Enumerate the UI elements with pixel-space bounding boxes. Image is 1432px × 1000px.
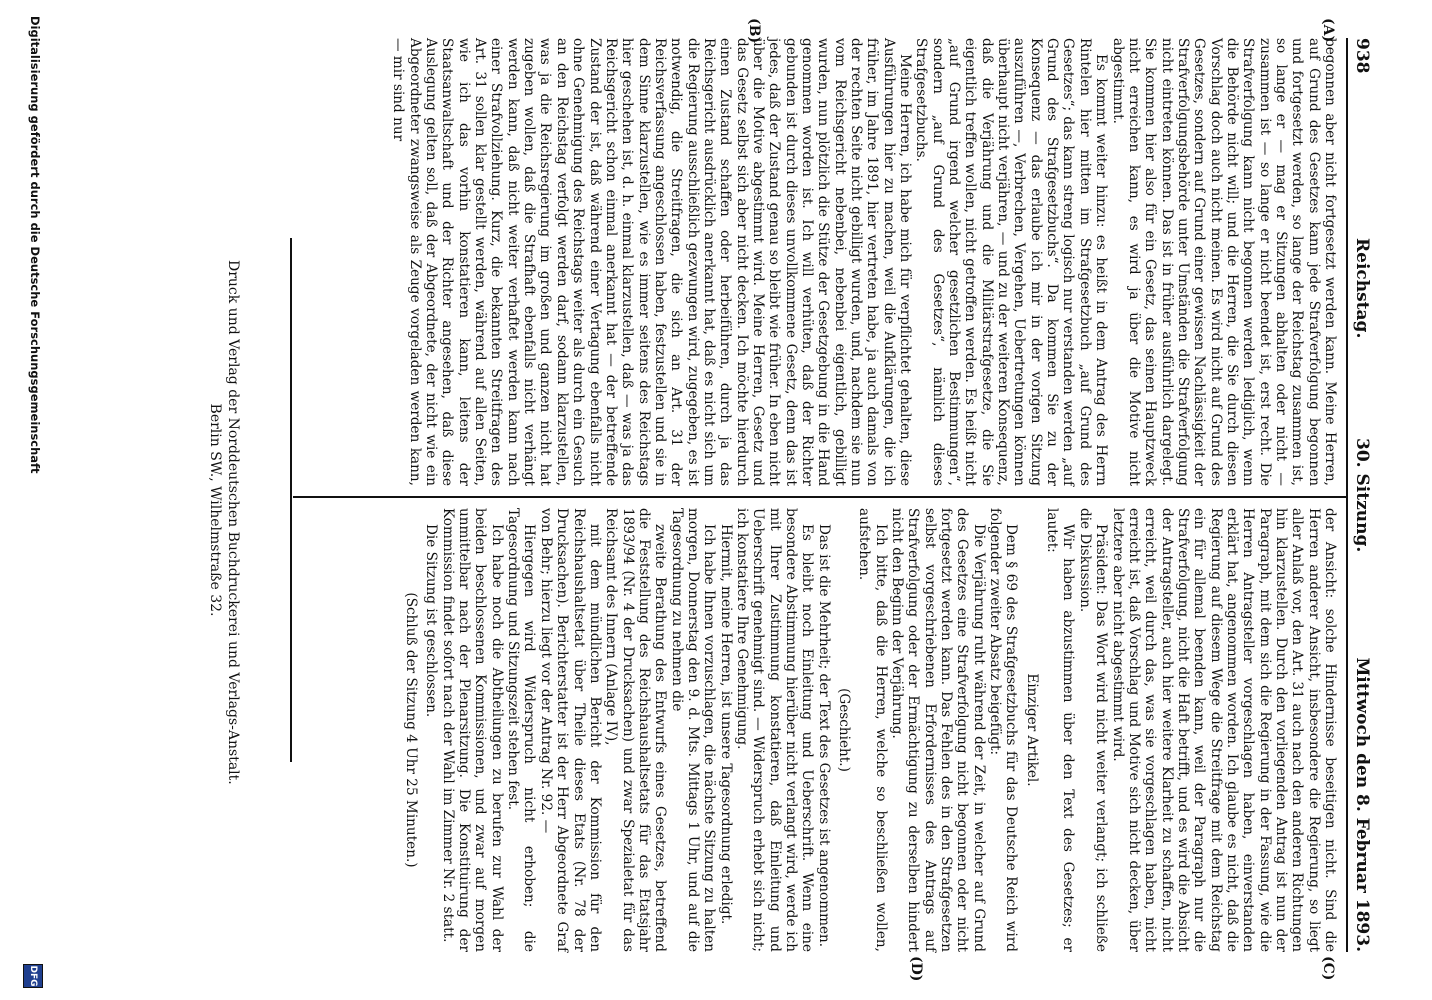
agenda-item: zweite Berathung des Entwurfs eines Gesetzes, betreffend die Feststellung des Reichshaushaltsetats für das Etatsjahr 1893/94 (Nr. 4 der Drucksachen) und zwar Spezialetat für das Reichsamt des Innern (Anlage IV), [603,508,669,952]
agenda-item: mit dem mündlichen Bericht der Kommission für den Reichshaushaltsetat über Theile dieses Etats (Nr. 78 der Drucksachen). Berichterstatter ist der Herr Abgeordnete Graf von Behr; hierzu liegt vor der Antrag Nr. 92. — [537,508,603,952]
imprint-line: Druck und Verlag der Norddeutschen Buchdruckerei und Verlags-Anstalt. [225,260,241,785]
paragraph: Wir haben abzustimmen über den Text des Gesetzes; er lautet: [1044,508,1077,952]
printer-imprint [206,260,242,785]
left-column [298,38,1338,486]
paragraph: Die Verjährung ruht während der Zeit, in welcher auf Grund des Gesetzes eine Strafverfolgung nicht begonnen oder nicht fortgesetzt werden kann. Das Fehlen des in den Strafgesetzen selbst vorgeschriebenen Erfordernisses des Antrags auf Strafverfolgung oder der Ermächtigung zu derselben hindert nicht den Beginn der Verjährung. [889,508,987,952]
dfg-logo-icon: DFG [23,964,43,988]
paragraph: Dem § 69 des Strafgesetzbuchs für das Deutsche Reich wird folgender zweiter Absatz beigefügt: [987,508,1020,952]
margin-marker-d: (D) [908,956,924,982]
paragraph: Es kommt weiter hinzu: es heißt in dem Antrag des Herrn Rintelen hier mitten im Strafgesetzbuch „auf Grund des Gesetzes“; das kann streng logisch nur verstanden werden „auf Grund des Strafgesetzbuchs“. Da kommen Sie zu der Konsequenz — das erlaube ich mir in der vorigen Sitzung auszuführen —, Verbrechen, Vergehen, Uebertretungen können überhaupt nicht verjähren, — und zu der weiteren Konsequenz, daß die Verjährung und die Militärstrafgesetze, die Sie eigentlich treffen wollen, nicht getroffen werden. Es heißt nicht „auf Grund irgend welcher gesetzlichen Bestimmungen“, sondern „auf Grund des Gesetzes“, nämlich dieses Strafgesetzbuchs. [913,38,1110,486]
header-session: 30. Sitzung. [1352,438,1372,553]
paragraph: begonnen aber nicht fortgesetzt werden kann. Meine Herren, auf Grund des Gesetzes kann jede Strafverfolgung begonnen und fortgesetzt werden, so lange der Reichstag zusammen ist, so lange er — mag er Sitzungen abhalten oder nicht — zusammen ist — so lange er nicht beendet ist, erst recht. Die Strafverfolgung kann nicht begonnen werden lediglich, wenn die Behörde nicht will; und die Herren, die Sie durch diesen Vorschlag doch auch nicht meinen. Es wird nicht auf Grund des Gesetzes, sondern auf Grund einer gewissen Nachlässigkeit der Strafverfolgungsbehörde unter Umständen die Strafverfolgung nicht eintreten können. Das ist in früher ausführlich dargelegt. Sie kommen hier also für ein Gesetz, das seinen Hauptzweck nicht erreichen kann, es wird ja über die Motive nicht abgestimmt. [1109,38,1338,486]
right-column [403,508,1338,952]
header-body-name: Reichstag. [1352,238,1372,339]
paragraph: Es bleibt noch Einleitung und Ueberschrift. Wenn eine besondere Abstimmung hierüber nicht verlangt wird, werde ich mit Ihrer Zustimmung konstatieren, daß Einleitung und Ueberschrift genehmigt sind. — Widerspruch erhebt sich nicht; ich konstatiere Ihre Genehmigung. [733,508,816,952]
paragraph: Ich bitte, daß die Herren, welche so beschließen wollen, aufstehen. [856,508,889,952]
page-number: 938 [1352,38,1372,74]
article-heading: Einziger Artikel. [1023,673,1040,787]
closing-note: (Schluß der Sitzung 4 Uhr 25 Minuten.) [403,592,420,868]
imprint-line: Berlin SW., Wilhelmstraße 32. [207,403,223,617]
end-rule [290,238,292,762]
paragraph: Hiermit, meine Herren, ist unsere Tagesordnung erledigt. [717,524,734,925]
digitization-text: Digitalisierung gefördert durch die Deutsche Forschungsgemeinschaft [28,16,42,474]
margin-marker-c: (C) [1320,956,1336,981]
page-header [1348,38,1372,952]
paragraph: Ich habe noch die Abtheilungen zu berufen zur Wahl der beiden beschlossenen Kommissionen, und zwar auf morgen unmittelbar nach der Plenarsitzung. Die Konstituirung der Kommission findet sofort nach der Wahl im Zimmer Nr. 2 statt. [439,508,505,952]
digitization-notice [20,0,46,1000]
paragraph: Die Sitzung ist geschlossen. [423,524,440,718]
president-statement: Präsident: Das Wort wird nicht weiter verlangt; ich schließe die Diskussion. [1076,508,1110,952]
paragraph: Meine Herren, ich habe mich für verpflichtet gehalten, diese Ausführungen hier zu machen, weil die Aufklärungen, die ich früher, im Jahre 1891, hier vertreten habe, ja auch damals von der rechten Seite nicht gebilligt wurden, und, nachdem sie nun vom Reichsgericht nebenbei, nebenbei eigentlich, gebilligt wurden, nun plötzlich die Stütze der Gesetzgebung in die Hand genommen worden ist. Ich will verhüten, daß der Richter gebunden ist durch dieses unvollkommene Gesetz, denn das ist jedes, daß der Zustand genau so bleibt wie früher. In eben nicht über die Motive abgestimmt wird. Meine Herren, Gesetz und das Gesetz selbst sich aber nicht decken. Ich möchte hierdurch einen Zustand schaffen oder herbeiführen, durch ja das Reichsgericht ausdrücklich anerkannt hat, daß es nicht sich um die Regierung ausschließlich gezwungen wird, zugegeben, es ist notwendig, die Streitfragen, die sich an Art. 31 der Reichsverfassung angeschlossen haben, festzustellen und sie in dem Sinne klarzustellen, wie es immer seitens des Reichstags hier geschehen ist, d. h. einmal klarzustellen, daß — was ja das Reichsgericht schon einmal anerkannt hat — der betreffende Zustand der ist, daß während einer Vertagung ebenfalls nicht ohne Genehmigung des Reichstags weiter als durch ein Gesuch an den Reichstag verfolgt werden darf, sodann klarzustellen, was ja die Reichsregierung im großen und ganzen nicht hat zugeben wollen, daß die Strafhaft ebenfalls nicht verhängt werden kann, daß nicht weiter verhaftet werden kann nach einer Strafvollziehung. Kurz, die bekannten Streitfragen des Art. 31 sollen klar gestellt werden, während auf allen Seiten, wie ich das vorhin konstatieren kann, leitens der Staatsanwaltschaft und der Richter angesehen, daß diese Auslegung gelten soll, daß der Abgeordnete, der nicht wie ein Abgeordneter zwangsweise als Zeuge vorgeladen werden kann, — mir sind nur [390,38,914,486]
paragraph: Hiergegen wird Widerspruch nicht erhoben; die Tagesordnung und Sitzungszeit stehen fest. [505,508,538,952]
header-rule [1346,38,1348,952]
column-divider [293,496,1348,498]
paragraph: der Ansicht: solche Hindernisse beseitigen nicht. Sind die Herren anderer Ansicht, insbesondere die Regierung, so liegt aller Anlaß vor, den Art. 31 auch nach den anderen Richtungen hin klarzustellen. Durch den vorliegenden Antrag ist nun der Paragraph, mit dem sich die Regierung in der Fassung, wie die Herren Antragsteller vorgeschlagen haben, einverstanden erklärt hat, angenommen worden. Ich glaube es nicht, daß die Regierung auf diesem Wege die Streitfrage mit dem Reichstag ein für allemal beenden kann, weil der Paragraph nur die Strafverfolgung, nicht die Haft betrifft, und es wird die Absicht der Antragsteller, auch hier weitere Klarheit zu schaffen, nicht erreicht, weil durch das, was sie vorgeschlagen haben, nicht erreicht ist, daß Vorschlag und Motive sich nicht decken, über letztere aber nicht abgestimmt wird. [1109,508,1338,952]
margin-marker-b: (B) [746,18,762,44]
paragraph: Das ist die Mehrheit; der Text des Gesetzes ist angenommen. [815,524,832,948]
paragraph: Ich habe Ihnen vorzuschlagen, die nächste Sitzung zu halten morgen, Donnerstag den 9. d. Mts. Mittags 1 Uhr, und auf die Tagesordnung zu nehmen die [668,508,718,952]
header-date: Mittwoch den 8. Februar 1893. [1352,657,1372,952]
stage-note: (Geschieht.) [836,688,853,772]
margin-marker-a: (A) [1320,18,1336,43]
